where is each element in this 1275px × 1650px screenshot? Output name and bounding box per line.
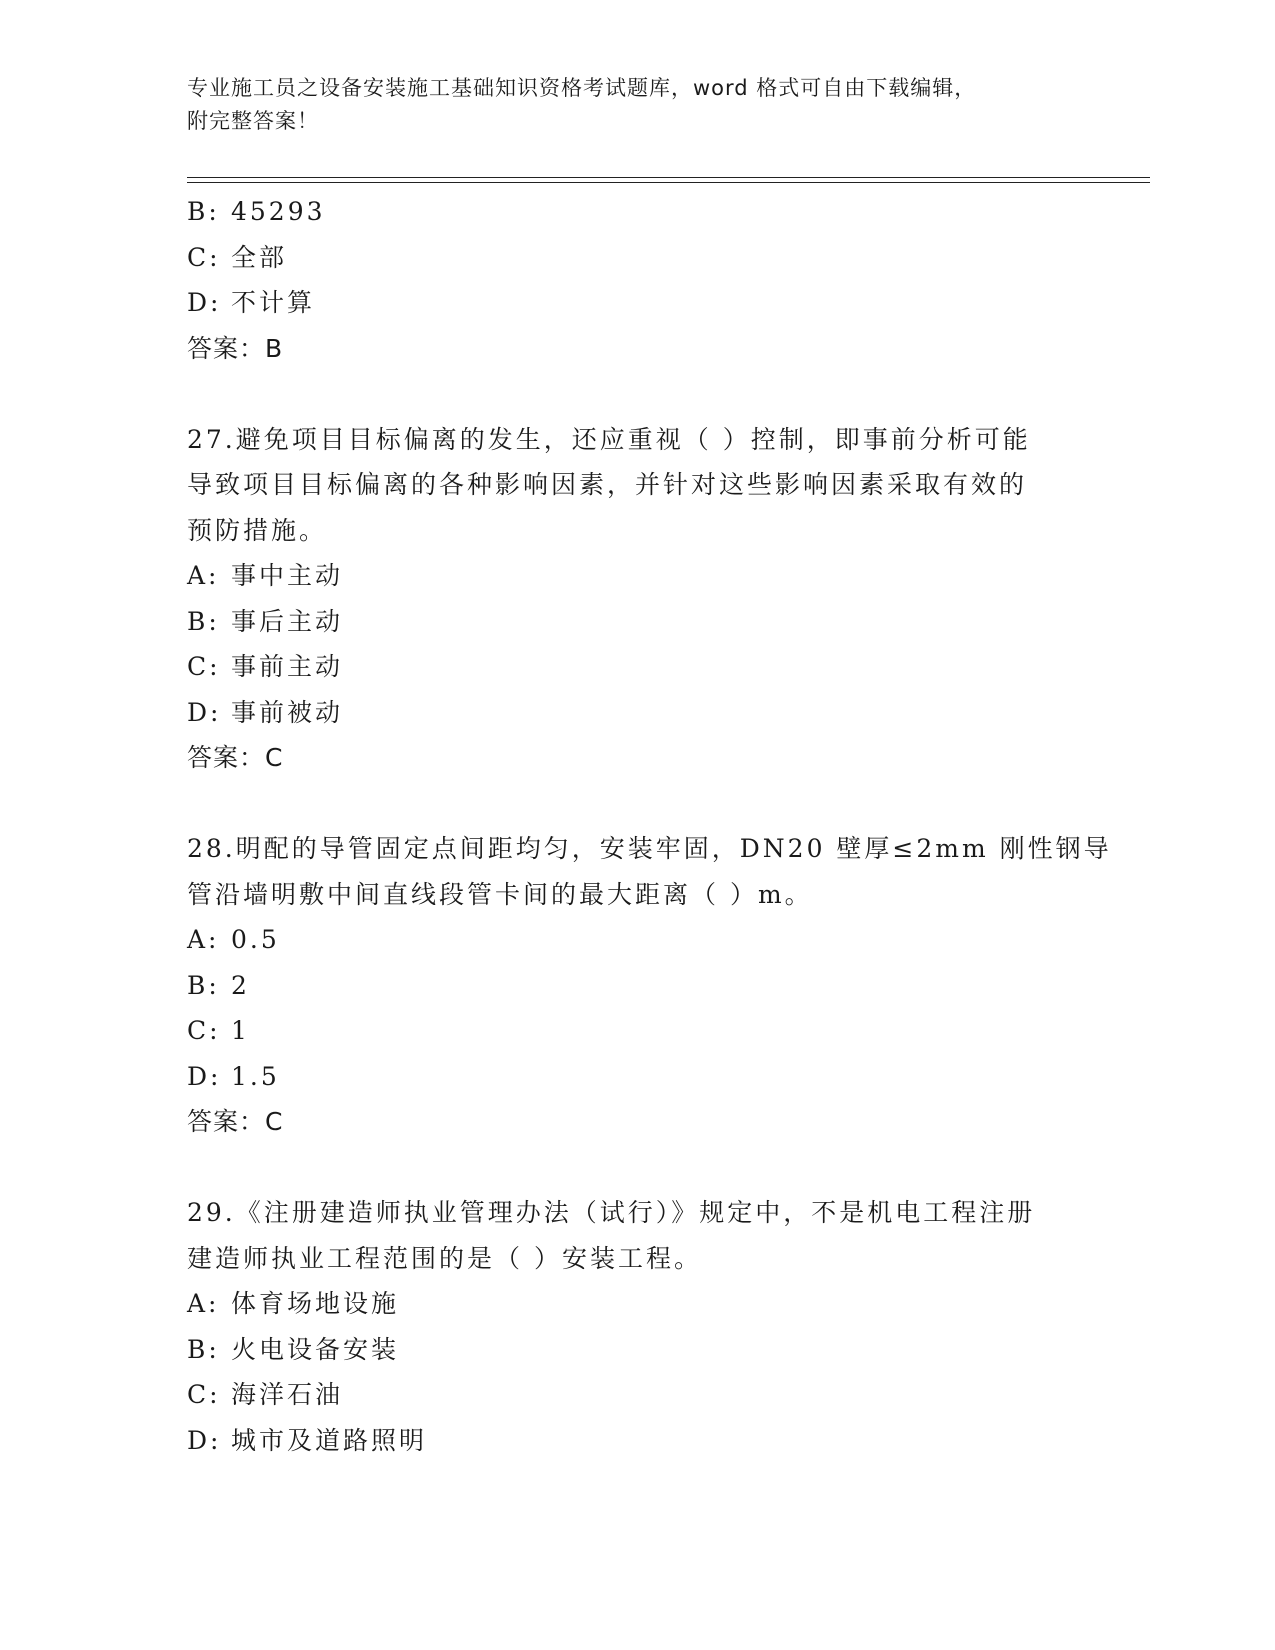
option-a	[187, 1281, 1087, 1327]
option-b	[187, 1327, 1087, 1373]
question-text-line: 28.明配的导管固定点间距均匀，安装牢固，DN20 壁厚≤2mm 刚性钢导	[187, 834, 1112, 863]
question-text-line: 管沿墙明敷中间直线段管卡间的最大距离（ ）m。	[187, 879, 813, 909]
option-letter: C:	[187, 1380, 221, 1409]
question-text-line: 27.避免项目目标偏离的发生，还应重视（ ）控制，即事前分析可能	[187, 424, 1031, 454]
option-text: 事前被动	[231, 697, 344, 727]
option-text: 1.5	[231, 1061, 280, 1091]
option-letter: D:	[187, 288, 222, 317]
option-d	[187, 1418, 1087, 1464]
option-a	[187, 553, 1087, 599]
answer-line: 答案：B	[187, 333, 284, 363]
option-a	[187, 917, 1087, 963]
option-text: 事前主动	[231, 652, 344, 681]
option-letter: A:	[187, 925, 220, 954]
spacer	[187, 781, 1087, 827]
header-divider-top	[187, 177, 1150, 178]
option-d	[187, 1054, 1087, 1100]
option-letter: D:	[187, 697, 222, 727]
question-text-line: 导致项目目标偏离的各种影响因素，并针对这些影响因素采取有效的	[187, 470, 1028, 499]
option-letter: A:	[187, 1289, 220, 1318]
header-line-2: 附完整答案！	[187, 109, 319, 133]
option-text: 45293	[231, 197, 326, 226]
option-c	[187, 644, 1087, 690]
option-letter: C:	[187, 652, 221, 681]
question-27	[187, 417, 1087, 781]
answer-line: 答案：C	[187, 743, 284, 772]
question-26	[187, 189, 1087, 371]
question-text-line: 29.《注册建造师执业管理办法（试行）》规定中，不是机电工程注册	[187, 1198, 1036, 1227]
question-list	[187, 189, 1112, 1463]
header-divider-bottom	[187, 182, 1150, 183]
page-header	[187, 72, 1067, 138]
answer-line: 答案：C	[187, 1107, 284, 1136]
option-text: 0.5	[231, 925, 280, 954]
option-text: 火电设备安装	[231, 1334, 400, 1364]
option-letter: A:	[187, 561, 220, 590]
question-28	[187, 826, 1112, 1145]
option-b	[187, 189, 1087, 235]
option-letter: B:	[187, 197, 220, 226]
option-letter: B:	[187, 970, 220, 1000]
option-letter: B:	[187, 1334, 220, 1364]
question-29	[187, 1190, 1087, 1463]
header-line-1: 专业施工员之设备安装施工基础知识资格考试题库，word 格式可自由下载编辑，	[187, 76, 977, 100]
option-text: 全部	[231, 242, 288, 272]
option-d	[187, 690, 1087, 736]
option-text: 海洋石油	[231, 1380, 344, 1409]
option-d	[187, 280, 1087, 326]
option-text: 事后主动	[231, 606, 344, 636]
option-text: 城市及道路照明	[231, 1425, 428, 1455]
option-letter: C:	[187, 242, 221, 272]
option-c	[187, 235, 1087, 281]
option-text: 事中主动	[231, 561, 344, 590]
option-c	[187, 1008, 1087, 1054]
option-letter: D:	[187, 1061, 222, 1091]
question-text-line: 建造师执业工程范围的是（ ）安装工程。	[187, 1243, 702, 1273]
spacer	[187, 371, 1087, 417]
spacer	[187, 1145, 1087, 1191]
option-letter: B:	[187, 606, 220, 636]
option-text: 体育场地设施	[231, 1289, 400, 1318]
option-letter: D:	[187, 1425, 222, 1455]
option-b	[187, 963, 1087, 1009]
option-b	[187, 599, 1087, 645]
option-text: 2	[231, 970, 250, 1000]
option-text: 不计算	[231, 288, 316, 317]
option-c	[187, 1372, 1087, 1418]
option-text: 1	[231, 1016, 250, 1045]
option-letter: C:	[187, 1016, 221, 1045]
question-text-line: 预防措施。	[187, 515, 328, 545]
